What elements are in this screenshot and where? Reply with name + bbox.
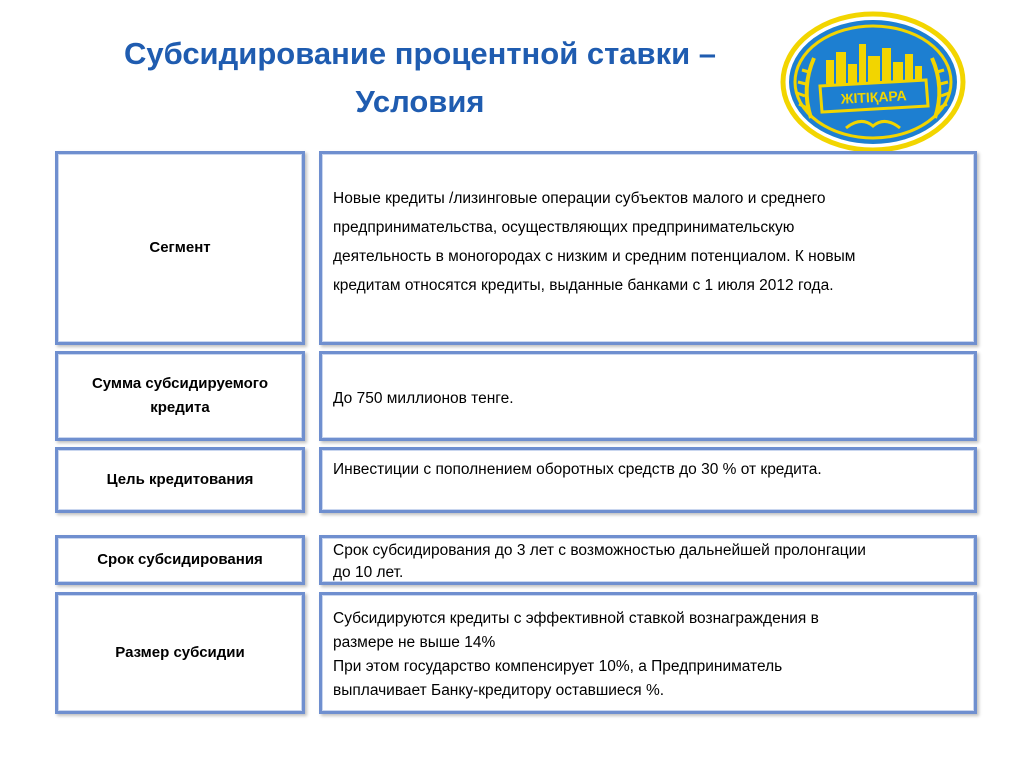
label-box-loan-amount [55, 351, 305, 441]
logo-text: ЖІТІҚАРА [840, 87, 908, 107]
subsidy-term-text-line: до 10 лет. [333, 564, 404, 581]
title-line-2: Условия [355, 84, 485, 119]
subsidy-size-text-line: При этом государство компенсирует 10%, а Предприниматель [333, 658, 783, 675]
segment-text-line: Новые кредиты /лизинговые операции субъектов малого и среднего [333, 190, 826, 207]
label-subsidy-size: Размер субсидии [115, 644, 245, 661]
label-box-subsidy-size [55, 592, 305, 714]
page-title [60, 30, 780, 126]
segment-text-line: предпринимательства, осуществляющих предпринимательскую [333, 219, 795, 236]
subsidy-size-text-line: выплачивает Банку-кредитору оставшиеся %. [333, 682, 665, 699]
title-line-1: Субсидирование процентной ставки – [123, 36, 717, 71]
subsidy-term-text-line: Срок субсидирования до 3 лет с возможностью дальнейшей пролонгации [333, 542, 866, 559]
label-subsidy-term: Срок субсидирования [97, 551, 263, 568]
value-box-loan-amount [319, 351, 977, 441]
label-segment: Сегмент [149, 239, 211, 256]
segment-text-line: кредитам относятся кредиты, выданные банками с 1 июля 2012 года. [333, 277, 834, 294]
credit-purpose-text: Инвестиции с пополнением оборотных средств до 30 % от кредита. [333, 461, 822, 478]
label-credit-purpose: Цель кредитования [106, 471, 254, 488]
value-box-subsidy-size [319, 592, 977, 714]
subsidy-size-text-line: размере не выше 14% [333, 634, 496, 651]
subsidy-size-text-line: Субсидируются кредиты с эффективной ставкой вознаграждения в [333, 610, 819, 627]
label-box-subsidy-term [55, 535, 305, 585]
value-box-credit-purpose [319, 447, 977, 513]
value-box-subsidy-term [319, 535, 977, 585]
loan-amount-text: До 750 миллионов тенге. [333, 390, 514, 407]
city-emblem-logo [776, 8, 970, 156]
label-box-segment [55, 151, 305, 345]
label-loan-amount: Сумма субсидируемого кредита [91, 375, 269, 416]
label-box-credit-purpose [55, 447, 305, 513]
value-box-segment [319, 151, 977, 345]
segment-text-line: деятельность в моногородах с низким и средним потенциалом. К новым [333, 248, 856, 265]
